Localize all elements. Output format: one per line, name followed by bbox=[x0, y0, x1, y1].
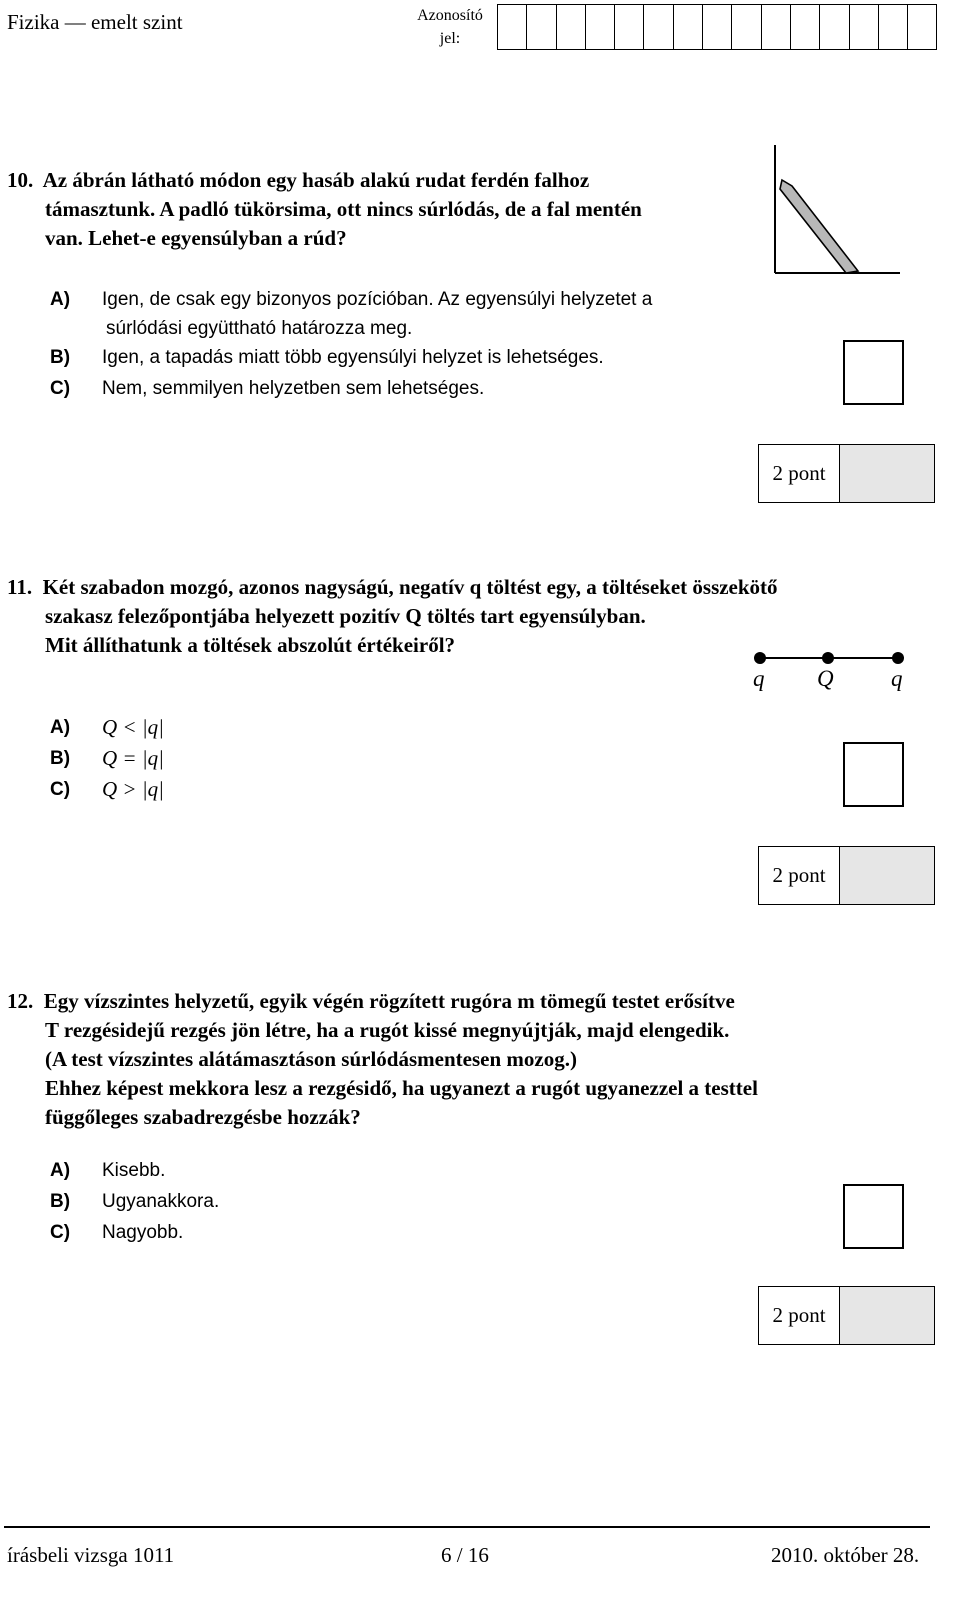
option-text: Kisebb. bbox=[102, 1160, 166, 1181]
option-text: Ugyanakkora. bbox=[102, 1191, 220, 1212]
id-cell[interactable] bbox=[879, 4, 908, 50]
score-field[interactable] bbox=[840, 1287, 934, 1344]
id-cell[interactable] bbox=[527, 4, 556, 50]
option-text-cont: súrlódási együttható határozza meg. bbox=[106, 318, 413, 339]
q10-line1: Az ábrán látható módon egy hasáb alakú rudat ferdén falhoz bbox=[42, 168, 590, 192]
score-field[interactable] bbox=[840, 847, 934, 904]
q12-answer-box[interactable] bbox=[843, 1184, 904, 1249]
id-cell[interactable] bbox=[498, 4, 527, 50]
label-q-right: q bbox=[891, 666, 903, 691]
q11-line1: Két szabadon mozgó, azonos nagyságú, negatív q töltést egy, a töltéseket összekötő bbox=[42, 575, 778, 599]
q10-stem bbox=[7, 166, 767, 253]
q11-line3: Mit állíthatunk a töltések abszolút értékeiről? bbox=[45, 633, 456, 657]
charge-q-right bbox=[892, 652, 904, 664]
id-cell[interactable] bbox=[557, 4, 586, 50]
charge-Q-center bbox=[822, 652, 834, 664]
id-cell[interactable] bbox=[615, 4, 644, 50]
option-label: A) bbox=[50, 717, 71, 738]
q11-score-box bbox=[758, 846, 935, 905]
id-cell[interactable] bbox=[644, 4, 673, 50]
q12-options bbox=[50, 1155, 350, 1255]
charges-figure bbox=[748, 648, 908, 668]
option-text: Igen, a tapadás miatt több egyensúlyi helyzet is lehetséges. bbox=[102, 347, 604, 368]
id-label-line2: jel: bbox=[439, 30, 461, 47]
id-input-grid[interactable] bbox=[497, 4, 937, 50]
q12-line4: Ehhez képest mekkora lesz a rezgésidő, ha ugyanezt a rugót ugyanezzel a testtel bbox=[45, 1076, 758, 1100]
option-label: B) bbox=[50, 347, 71, 368]
q10-options bbox=[50, 284, 770, 414]
footer-page-number: 6 / 16 bbox=[441, 1543, 489, 1567]
q11-options bbox=[50, 712, 350, 812]
id-label-line1: Azonosító bbox=[417, 7, 483, 24]
id-cell[interactable] bbox=[586, 4, 615, 50]
q12-score-box bbox=[758, 1286, 935, 1345]
score-label: 2 pont bbox=[759, 847, 840, 904]
q10-number: 10. bbox=[7, 168, 34, 192]
charge-q-left bbox=[754, 652, 766, 664]
footer-date: 2010. október 28. bbox=[771, 1543, 920, 1567]
id-cell[interactable] bbox=[908, 4, 937, 50]
option-label: A) bbox=[50, 289, 71, 310]
q12-stem bbox=[7, 987, 927, 1132]
header-title: Fizika — emelt szint bbox=[7, 10, 183, 34]
q12-number: 12. bbox=[7, 989, 34, 1013]
q10-answer-box[interactable] bbox=[843, 340, 904, 405]
option-label: C) bbox=[50, 779, 71, 800]
option-label: C) bbox=[50, 1222, 71, 1243]
id-cell[interactable] bbox=[850, 4, 879, 50]
option-text: Q = |q| bbox=[102, 746, 164, 770]
option-text: Q < |q| bbox=[102, 715, 164, 739]
score-field[interactable] bbox=[840, 445, 934, 502]
q11-line2: szakasz felezőpontjába helyezett pozitív Q töltés tart egyensúlyban. bbox=[45, 604, 646, 628]
option-text: Igen, de csak egy bizonyos pozícióban. Az egyensúlyi helyzetet a bbox=[102, 289, 653, 310]
q12-line5: függőleges szabadrezgésbe hozzák? bbox=[45, 1105, 361, 1129]
q10-line3: van. Lehet-e egyensúlyban a rúd? bbox=[45, 226, 347, 250]
id-cell[interactable] bbox=[732, 4, 761, 50]
footer-exam-label: írásbeli vizsga 1011 bbox=[7, 1543, 175, 1567]
option-text: Q > |q| bbox=[102, 777, 164, 801]
q12-line3: (A test vízszintes alátámasztáson súrlódásmentesen mozog.) bbox=[45, 1047, 577, 1071]
option-label: A) bbox=[50, 1160, 71, 1181]
option-text: Nem, semmilyen helyzetben sem lehetséges. bbox=[102, 378, 485, 399]
id-cell[interactable] bbox=[820, 4, 849, 50]
id-cell[interactable] bbox=[674, 4, 703, 50]
q11-stem bbox=[7, 573, 927, 660]
ladder-figure bbox=[770, 140, 905, 280]
score-label: 2 pont bbox=[759, 1287, 840, 1344]
q11-number: 11. bbox=[7, 575, 33, 599]
label-Q-center: Q bbox=[817, 666, 834, 691]
id-cell[interactable] bbox=[791, 4, 820, 50]
label-q-left: q bbox=[753, 666, 765, 691]
q12-line1: Egy vízszintes helyzetű, egyik végén rögzített rugóra m tömegű testet erősítve bbox=[43, 989, 735, 1013]
rod-shape bbox=[780, 180, 858, 273]
id-cell[interactable] bbox=[762, 4, 791, 50]
option-label: C) bbox=[50, 378, 71, 399]
q10-score-box bbox=[758, 444, 935, 503]
q12-line2: T rezgésidejű rezgés jön létre, ha a rugót kissé megnyújtják, majd elengedik. bbox=[45, 1018, 730, 1042]
q10-line2: támasztunk. A padló tükörsima, ott nincs súrlódás, de a fal mentén bbox=[45, 197, 642, 221]
score-label: 2 pont bbox=[759, 445, 840, 502]
option-label: B) bbox=[50, 748, 71, 769]
option-label: B) bbox=[50, 1191, 71, 1212]
id-cell[interactable] bbox=[703, 4, 732, 50]
footer-divider bbox=[4, 1526, 930, 1528]
id-label bbox=[410, 4, 490, 50]
q11-answer-box[interactable] bbox=[843, 742, 904, 807]
option-text: Nagyobb. bbox=[102, 1222, 184, 1243]
